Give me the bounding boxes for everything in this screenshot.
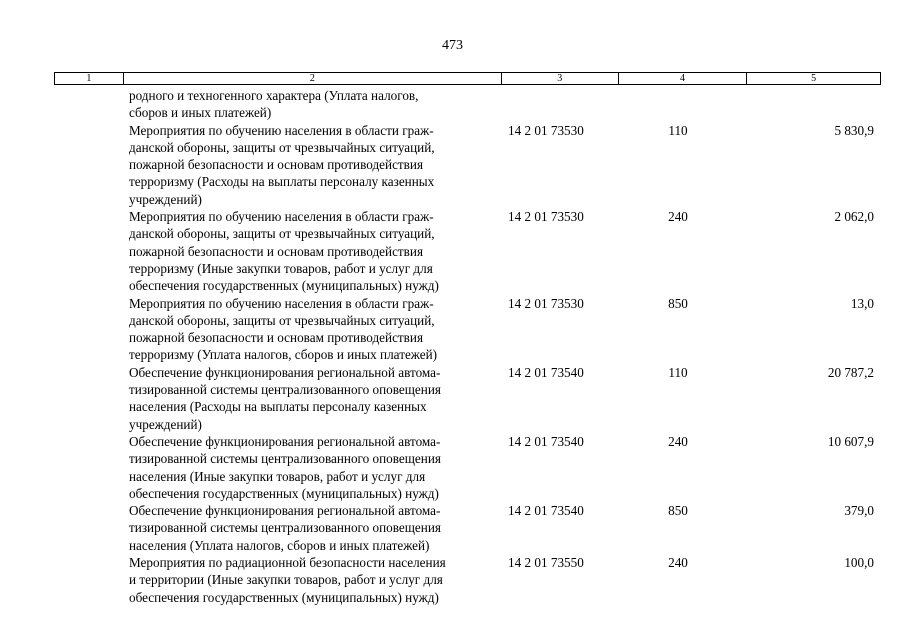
- page-number: 473: [442, 38, 463, 53]
- row-description: Мероприятия по радиационной безопасности населения и территории (Иные закупки товаров, работ и услуг для обеспечения государственных (муниципальных) нужд): [129, 555, 446, 605]
- header-col-1: 1: [55, 73, 124, 84]
- row-amount: 13,0: [850, 295, 874, 311]
- row-amount: 10 607,9: [827, 433, 874, 449]
- row-code: 14 2 01 73540: [508, 503, 584, 519]
- row-type: 110: [668, 364, 688, 380]
- row-type: 850: [668, 503, 688, 519]
- table-row: [0, 364, 905, 433]
- table-row: [0, 433, 905, 502]
- row-description: Мероприятия по обучению населения в области граж- данской обороны, защиты от чрезвычайных ситуаций, пожарной безопасности и основам противодействия терроризму (Расходы на выплаты персоналу казенных учреждений): [129, 122, 435, 207]
- row-code: 14 2 01 73530: [508, 122, 584, 138]
- row-code: 14 2 01 73530: [508, 209, 584, 225]
- row-type: 850: [668, 295, 688, 311]
- row-description: Мероприятия по обучению населения в области граж- данской обороны, защиты от чрезвычайных ситуаций, пожарной безопасности и основам противодействия терроризму (Иные закупки товаров, работ и услуг для обеспечения государственных (муниципальных) нужд): [129, 209, 439, 294]
- row-description: Обеспечение функционирования региональной автома- тизированной системы централизованного оповещения населения (Уплата налогов, сборов и иных платежей): [129, 503, 441, 553]
- table-row: [0, 554, 905, 606]
- table-header: [54, 72, 881, 85]
- table-row: [0, 122, 905, 208]
- row-description: Обеспечение функционирования региональной автома- тизированной системы централизованного оповещения населения (Иные закупки товаров, работ и услуг для обеспечения государственных (муниципальных) нужд): [129, 433, 441, 501]
- row-type: 240: [668, 209, 688, 225]
- table-row: [0, 295, 905, 364]
- table-body: [0, 87, 905, 606]
- row-code: 14 2 01 73550: [508, 555, 584, 571]
- table-row: [0, 87, 905, 122]
- header-col-2: 2: [124, 73, 502, 84]
- table-row: [0, 502, 905, 554]
- row-amount: 100,0: [844, 555, 874, 571]
- row-code: 14 2 01 73540: [508, 364, 584, 380]
- row-description: родного и техногенного характера (Уплата налогов, сборов и иных платежей): [129, 88, 419, 121]
- table-row: [0, 208, 905, 294]
- row-amount: 5 830,9: [834, 122, 874, 138]
- row-type: 240: [668, 555, 688, 571]
- row-amount: 2 062,0: [834, 209, 874, 225]
- header-col-3: 3: [502, 73, 619, 84]
- row-description: Обеспечение функционирования региональной автома- тизированной системы централизованного оповещения населения (Расходы на выплаты персоналу казенных учреждений): [129, 364, 441, 432]
- header-col-5: 5: [811, 73, 817, 84]
- row-amount: 379,0: [844, 503, 874, 519]
- row-code: 14 2 01 73540: [508, 433, 584, 449]
- row-code: 14 2 01 73530: [508, 295, 584, 311]
- row-description: Мероприятия по обучению населения в области граж- данской обороны, защиты от чрезвычайных ситуаций, пожарной безопасности и основам противодействия терроризму (Уплата налогов, сборов и иных платежей): [129, 295, 438, 363]
- row-type: 240: [668, 433, 688, 449]
- row-type: 110: [668, 122, 688, 138]
- header-col-4: 4: [619, 73, 748, 84]
- row-amount: 20 787,2: [827, 364, 874, 380]
